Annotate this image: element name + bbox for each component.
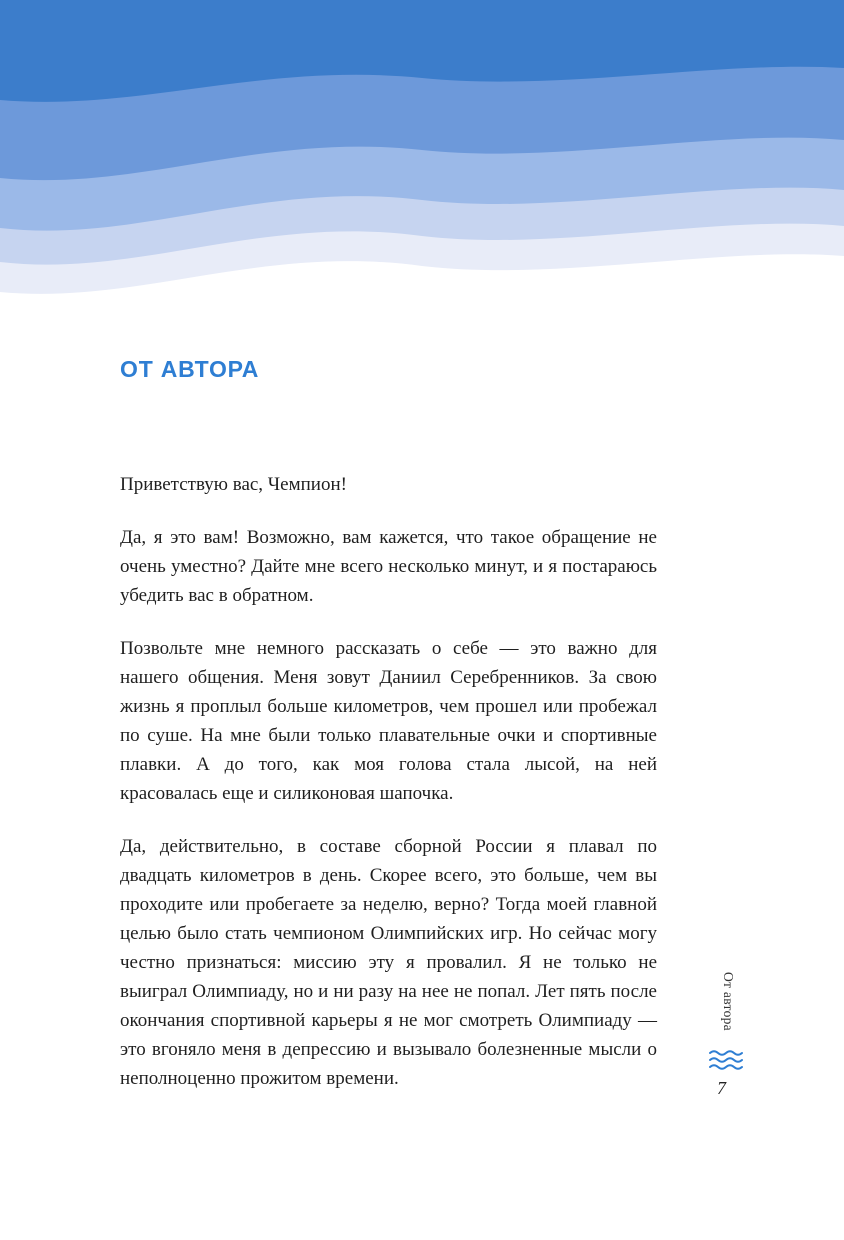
body-text (120, 470, 657, 1117)
sidebar-chapter-label: От автора (721, 972, 736, 1031)
chapter-heading: ОТ АВТОРА (120, 356, 260, 382)
paragraph-swimming-career: Да, действительно, в составе сборной России я плавал по двадцать километров в день. Скорее всего, это больше, чем вы проходите или пробегаете за неделю, верно? Тогда моей главной целью было стать чемпионом Олимпийских игр. Но сейчас могу честно признаться: миссию эту я провалил. Я не только не выиграл Олимпиаду, но и ни разу на нее не попал. Лет пять после окончания спортивной карьеры я не мог смотреть Олимпиаду — это вгоняло меня в депрессию и вызывало болезненные мысли о неполноценно прожитом времени. (120, 836, 657, 1089)
paragraph-intro: Да, я это вам! Возможно, вам кажется, что такое обращение не очень уместно? Дайте мне всего несколько минут, и я постараюсь убедить вас в обратном. (120, 527, 657, 606)
waves-icon (709, 1048, 743, 1072)
page-number: 7 (717, 1078, 726, 1098)
waves-header-decoration (0, 0, 844, 300)
paragraph-greeting: Приветствую вас, Чемпион! (120, 474, 347, 495)
paragraph-about-author: Позвольте мне немного рассказать о себе — это важно для нашего общения. Меня зовут Даниил Серебренников. За свою жизнь я проплыл больше километров, чем прошел или пробежал по суше. На мне были только плавательные очки и спортивные плавки. А до того, как моя голова стала лысой, на ней красовалась еще и силиконовая шапочка. (120, 638, 657, 804)
